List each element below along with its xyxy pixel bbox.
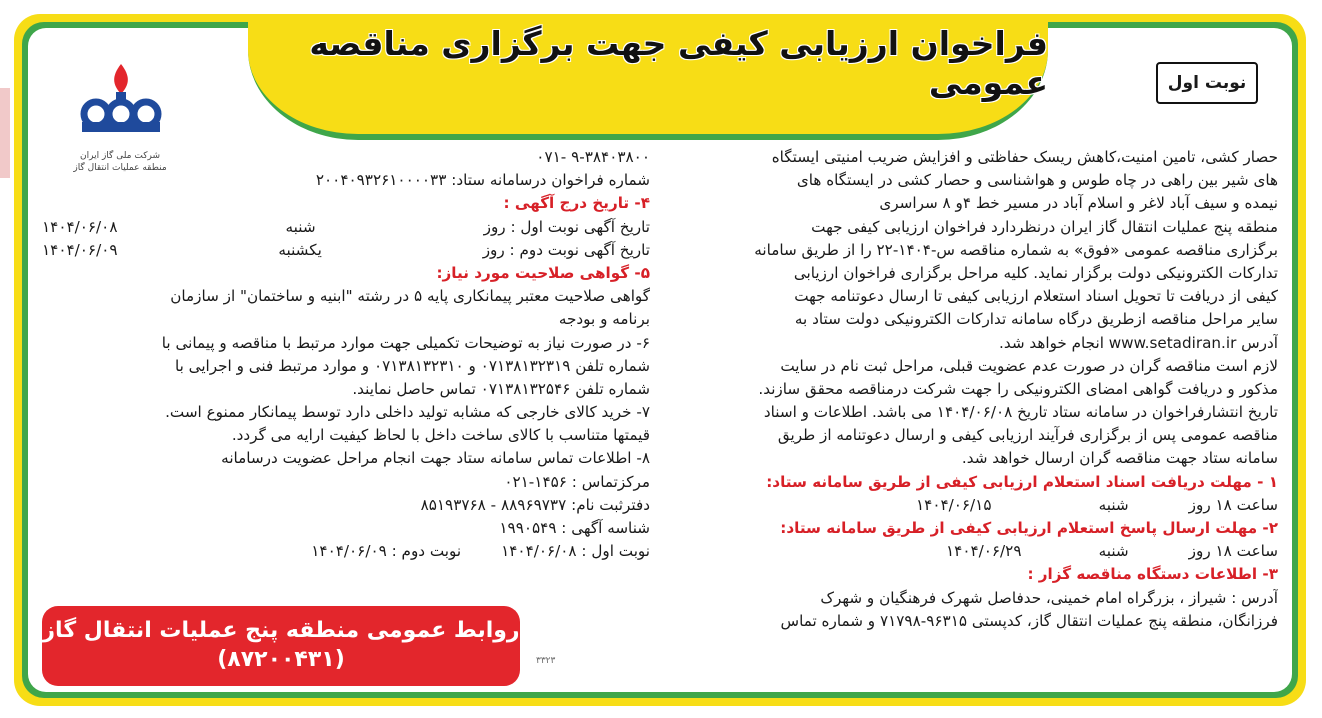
text-line: ۹-۳۸۴۰۳۸۰۰ -۰۷۱ [536,148,650,166]
text-line: شناسه آگهی : ۱۹۹۰۵۴۹ [499,519,650,537]
header-banner [248,22,1048,140]
date-value: ۱۴۰۴/۰۶/۰۹ [42,240,118,259]
text-line: منطقه پنج عملیات انتقال گاز ایران درنظردارد فراخوان ارزیابی کیفی جهت [811,217,1278,236]
text-line: شماره تلفن ۰۷۱۳۸۱۳۲۵۴۶ تماس حاصل نمایند. [352,379,650,398]
deadline-row [676,540,1278,563]
text-line: حصار کشی، تامین امنیت،کاهش ریسک حفاظتی و افزایش ضریب امنیتی ایستگاه [771,148,1278,166]
footer-org: روابط عمومی منطقه پنج عملیات انتقال گاز [42,618,520,643]
section-heading: ۱ - مهلت دریافت اسناد استعلام ارزیابی کیفی از طریق سامانه ستاد: [766,472,1278,491]
text-line: شماره فراخوان درسامانه ستاد: ۲۰۰۴۰۹۳۲۶۱۰۰۰۰۳۳ [315,171,650,190]
section-heading: ۳- اطلاعات دستگاه مناقصه گزار : [1027,565,1278,584]
date-row [42,216,650,239]
deadline-date: ۱۴۰۴/۰۶/۱۵ [916,495,992,514]
date-row [42,239,650,262]
text-line: تاریخ انتشارفراخوان در سامانه ستاد تاریخ ۱۴۰۴/۰۶/۰۸ می باشد. اطلاعات و اسناد [763,403,1278,422]
text-line: دفترثبت نام: ۸۸۹۶۹۷۳۷ - ۸۵۱۹۳۷۶۸ [420,495,650,514]
text-line: ۷- خرید کالای خارجی که مشابه تولید داخلی دارد توسط پیمانکار ممنوع است. [165,403,650,422]
text-line: سامانه ستاد جهت مناقصه گران ارسال خواهد شد. [961,449,1278,468]
text-line: آدرس : شیراز ، بزرگراه امام خمینی، حدفاصل شهرک فرهنگیان و شهرک [820,588,1278,607]
page-title: فراخوان ارزیابی کیفی جهت برگزاری مناقصه عمومی [309,24,1048,102]
text-line: لازم است مناقصه گران در صورت عدم عضویت قبلی، مراحل ثبت نام در سایت [780,356,1278,375]
text-line: مذکور و دریافت گواهی امضای الکترونیکی را جهت شرکت درمناقصه محقق سازند. [758,379,1278,398]
text-line: فرزانگان، منطقه پنج عملیات انتقال گاز، کدپستی ۹۶۳۱۵-۷۱۷۹۸ و شماره تماس [780,611,1278,630]
date-day: شنبه [285,217,316,236]
ad-code: ۳۳۲۳ [536,656,556,666]
footer-phone: (۸۷۲۰۰۴۳۱) [217,647,345,672]
text-line: قیمتها متناسب با کالای ساخت داخل با لحاظ کیفیت ارایه می گردد. [231,426,650,445]
deadline-time: ساعت ۱۸ روز [1188,542,1278,561]
deadline-day: شنبه [1098,542,1129,561]
text-line: برگزاری مناقصه عمومی «فوق» به شماره مناقصه س-۱۴۰۴-۲۲ را از طریق سامانه [754,240,1278,259]
deadline-row [676,494,1278,517]
logo-caption-line: شرکت ملی گاز ایران [80,151,160,161]
text-line: شماره تلفن ۰۷۱۳۸۱۳۲۳۱۹ و ۰۷۱۳۸۱۳۲۳۱۰ و موارد مرتبط فنی و اجرایی با [174,356,650,375]
date-label: تاریخ آگهی نوبت اول : روز [483,217,650,236]
section-heading: ۴- تاریخ درج آگهی : [503,194,650,213]
text-line: آدرس www.setadiran.ir انجام خواهد شد. [999,333,1278,352]
text-line: مرکزتماس : ۱۴۵۶-۰۲۱ [504,472,650,491]
edge-decoration [0,88,10,178]
section-heading: ۲- مهلت ارسال پاسخ استعلام ارزیابی کیفی از طریق سامانه ستاد: [780,519,1278,537]
text-line: گواهی صلاحیت معتبر پیمانکاری پایه ۵ در رشته "ابنیه و ساختمان" از سازمان [170,287,650,306]
deadline-time: ساعت ۱۸ روز [1188,495,1278,514]
deadline-day: شنبه [1098,495,1129,514]
right-column [676,146,1278,633]
date-day: یکشنبه [278,240,322,259]
text-line: نیمده و سیف آباد لاغر و اسلام آباد در مسیر خط ۴و ۸ سراسری [879,194,1278,213]
text-line: برنامه و بودجه [558,310,650,329]
section-heading: ۵- گواهی صلاحیت مورد نیاز: [436,263,650,282]
text-line: مناقصه عمومی پس از برگزاری فرآیند ارزیابی کیفی و ارسال دعوتنامه از طریق [777,426,1278,445]
logo-caption-line: منطقه عملیات انتقال گاز [73,163,167,173]
text-line: سایر مراحل مناقصه ازطریق درگاه سامانه تدارکات الکترونیکی دولت ستاد به [794,310,1278,329]
text-line: ۸- اطلاعات تماس سامانه ستاد جهت انجام مراحل عضویت درسامانه [221,449,650,468]
text-line: های شیر بین راهی در چاه طوس و هواشناسی و حصار کشی در ایستگاه های [796,171,1278,190]
left-column [42,146,650,563]
publish-first: نوبت اول : ۱۴۰۴/۰۶/۰۸ [501,542,650,561]
text-line: تدارکات الکترونیکی دولت برگزار نماید. کلیه مراحل برگزاری فراخوان ارزیابی [793,263,1278,282]
deadline-date: ۱۴۰۴/۰۶/۲۹ [946,542,1022,561]
publish-row [42,540,650,563]
date-value: ۱۴۰۴/۰۶/۰۸ [42,217,118,236]
round-badge: نوبت اول [1156,62,1258,104]
public-relations-box [42,606,520,686]
date-label: تاریخ آگهی نوبت دوم : روز [482,240,650,259]
publish-second: نوبت دوم : ۱۴۰۴/۰۶/۰۹ [311,542,462,561]
text-line: کیفی از دریافت تا تحویل اسناد استعلام ارزیابی کیفی تا ارسال دعوتنامه جهت [794,287,1278,306]
text-line: ۶- در صورت نیاز به توضیحات تکمیلی جهت موارد مرتبط با مناقصه و پیمانی با [161,333,650,352]
